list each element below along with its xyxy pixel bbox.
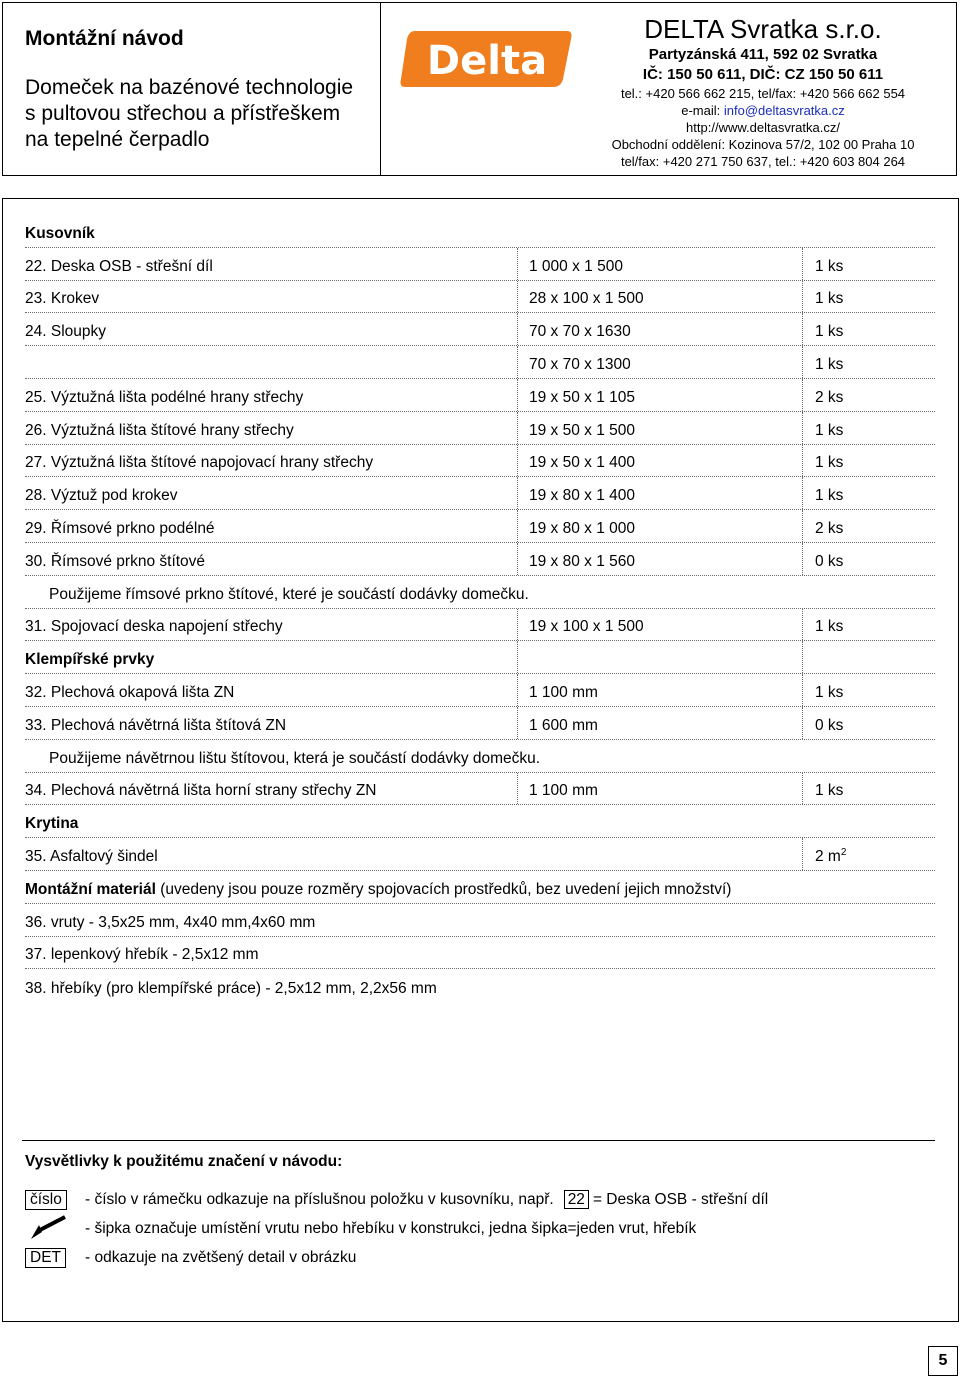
subtitle-line: Domeček na bazénové technologie: [25, 76, 354, 99]
table-row: [25, 937, 935, 970]
legend-row-detail: [25, 1248, 925, 1272]
legend-number-description: - číslo v rámečku odkazuje na příslušnou položku v kusovníku, např.: [85, 1191, 554, 1208]
bill-of-materials: [25, 215, 935, 1002]
item-name: 35. Asfaltový šindel: [25, 847, 158, 865]
legend-example-box: 22: [564, 1190, 589, 1209]
item-quantity: 1 ks: [815, 454, 844, 472]
table-row: [25, 510, 935, 543]
subtitle-line: na tepelné čerpadlo: [25, 128, 210, 151]
legend-title: Vysvětlivky k použitému značení v návodu:: [25, 1153, 343, 1170]
bom-title: Kusovník: [25, 224, 95, 242]
item-quantity: 1 ks: [815, 257, 844, 275]
email-link[interactable]: info@deltasvratka.cz: [723, 103, 845, 118]
item-dimensions: 1 100 mm: [529, 683, 598, 701]
item-quantity: 2 ks: [815, 519, 844, 537]
item-quantity: 1 ks: [815, 323, 844, 341]
item-dimensions: 19 x 80 x 1 560: [529, 552, 635, 570]
item-dimensions: 1 000 x 1 500: [529, 257, 623, 275]
company-address: Partyzánská 411, 592 02 Svratka: [648, 46, 878, 63]
table-row: [25, 313, 935, 346]
legend-detail-text: - odkazuje na zvětšený detail v obrázku: [85, 1249, 357, 1266]
table-row: [25, 969, 935, 1002]
table-row: [25, 838, 935, 871]
legend-detail-box: DET: [25, 1248, 66, 1268]
table-row: [25, 609, 935, 642]
material-item: 36. vruty - 3,5x25 mm, 4x40 mm,4x60 mm: [25, 913, 316, 931]
material-item: 38. hřebíky (pro klempířské práce) - 2,5x12 mm, 2,2x56 mm: [25, 980, 437, 998]
item-quantity: 0 ks: [815, 716, 844, 734]
table-row: [25, 707, 935, 740]
quantity-exponent: 2: [840, 846, 847, 858]
item-quantity: 1 ks: [815, 421, 844, 439]
note-text: Použijeme návětrnou lištu štítovou, která je součástí dodávky domečku.: [49, 749, 541, 767]
material-item: 37. lepenkový hřebík - 2,5x12 mm: [25, 946, 259, 964]
item-name: 33. Plechová návětrná lišta štítová ZN: [25, 716, 287, 734]
item-dimensions: 19 x 50 x 1 105: [529, 388, 635, 406]
item-quantity: 1 ks: [815, 782, 844, 800]
legend-number-box: číslo: [25, 1190, 67, 1210]
item-dimensions: 19 x 50 x 1 500: [529, 421, 635, 439]
section-title-roofing: Krytina: [25, 815, 79, 833]
item-dimensions: 19 x 80 x 1 400: [529, 487, 635, 505]
item-dimensions: 70 x 70 x 1630: [529, 323, 631, 341]
table-row: [25, 445, 935, 478]
table-row: [25, 379, 935, 412]
item-quantity: 1 ks: [815, 683, 844, 701]
company-name: DELTA Svratka s.r.o.: [644, 14, 882, 44]
company-info: [597, 13, 929, 170]
item-name: 23. Krokev: [25, 290, 100, 308]
table-row: [25, 477, 935, 510]
section-heading-row: [25, 871, 935, 904]
section-heading-row: [25, 641, 935, 674]
company-web[interactable]: http://www.deltasvratka.cz/: [686, 120, 840, 135]
logo-text: Delta: [426, 38, 548, 84]
item-name: 26. Výztužná lišta štítové hrany střechy: [25, 421, 294, 439]
item-dimensions: 1 100 mm: [529, 782, 598, 800]
note-text: Použijeme římsové prkno štítové, které je součástí dodávky domečku.: [49, 585, 529, 603]
table-row: [25, 281, 935, 314]
item-name: 29. Římsové prkno podélné: [25, 519, 215, 537]
item-dimensions: 70 x 70 x 1300: [529, 355, 631, 373]
table-row: [25, 248, 935, 281]
section-title-tinware: Klempířské prvky: [25, 651, 155, 669]
item-quantity: 1 ks: [815, 290, 844, 308]
legend-example-text: = Deska OSB - střešní díl: [592, 1191, 769, 1208]
table-row: [25, 904, 935, 937]
legend-row-number-box: [25, 1190, 925, 1214]
item-dimensions: 1 600 mm: [529, 716, 598, 734]
legend-divider: [22, 1140, 935, 1141]
arrow-icon: [29, 1215, 67, 1241]
table-row: [25, 412, 935, 445]
legend-row-arrow: [25, 1219, 925, 1243]
item-quantity: 1 ks: [815, 618, 844, 636]
item-quantity: 2 ks: [815, 388, 844, 406]
delta-logo: [397, 27, 575, 91]
table-row: [25, 773, 935, 806]
document-header: [2, 2, 957, 176]
company-office-phone: tel/fax: +420 271 750 637, tel.: +420 603 804 264: [620, 154, 906, 169]
company-email-line: [597, 102, 929, 119]
section-title-material: Montážní materiál: [25, 880, 156, 898]
table-row: [25, 346, 935, 379]
table-row: [25, 674, 935, 707]
item-dimensions: 28 x 100 x 1 500: [529, 290, 644, 308]
company-office: Obchodní oddělení: Kozinova 57/2, 102 00 Praha 10: [611, 137, 915, 152]
header-title-panel: [3, 3, 381, 175]
item-name: 30. Římsové prkno štítové: [25, 552, 206, 570]
item-quantity: 0 ks: [815, 552, 844, 570]
item-name: 34. Plechová návětrná lišta horní strany střechy ZN: [25, 782, 377, 800]
material-note: (uvedeny jsou pouze rozměry spojovacích prostředků, bez uvedení jejich množství): [155, 880, 732, 898]
item-name: 22. Deska OSB - střešní díl: [25, 257, 213, 275]
material-heading: [25, 881, 731, 899]
item-name: 24. Sloupky: [25, 323, 106, 341]
section-heading-row: [25, 805, 935, 838]
item-dimensions: 19 x 50 x 1 400: [529, 454, 635, 472]
item-name: 25. Výztužná lišta podélné hrany střechy: [25, 388, 304, 406]
company-ids: IČ: 150 50 611, DIČ: CZ 150 50 611: [642, 66, 884, 83]
email-label: e-mail:: [681, 103, 721, 118]
item-name: 28. Výztuž pod krokev: [25, 487, 178, 505]
document-subtitle: [25, 75, 353, 153]
page-number: 5: [928, 1346, 958, 1376]
note-row: [25, 576, 935, 609]
section-heading-row: [25, 215, 935, 248]
quantity-value: 2 m: [815, 847, 841, 865]
item-name: 31. Spojovací deska napojení střechy: [25, 618, 283, 636]
item-name: 32. Plechová okapová lišta ZN: [25, 683, 235, 701]
note-row: [25, 740, 935, 773]
item-name: 27. Výztužná lišta štítové napojovací hrany střechy: [25, 454, 374, 472]
item-quantity: 1 ks: [815, 355, 844, 373]
legend-arrow-text: - šipka označuje umístění vrutu nebo hřebíku v konstrukci, jedna šipka=jeden vrut, hřebík: [85, 1220, 697, 1237]
item-dimensions: 19 x 100 x 1 500: [529, 618, 644, 636]
item-dimensions: 19 x 80 x 1 000: [529, 519, 635, 537]
item-quantity: 1 ks: [815, 487, 844, 505]
subtitle-line: s pultovou střechou a přístřeškem: [25, 102, 341, 125]
legend-number-text: [85, 1191, 768, 1209]
document-title: Montážní návod: [25, 27, 184, 50]
item-quantity: [815, 848, 846, 866]
company-phone: tel.: +420 566 662 215, tel/fax: +420 566 662 554: [620, 86, 906, 101]
table-row: [25, 543, 935, 576]
